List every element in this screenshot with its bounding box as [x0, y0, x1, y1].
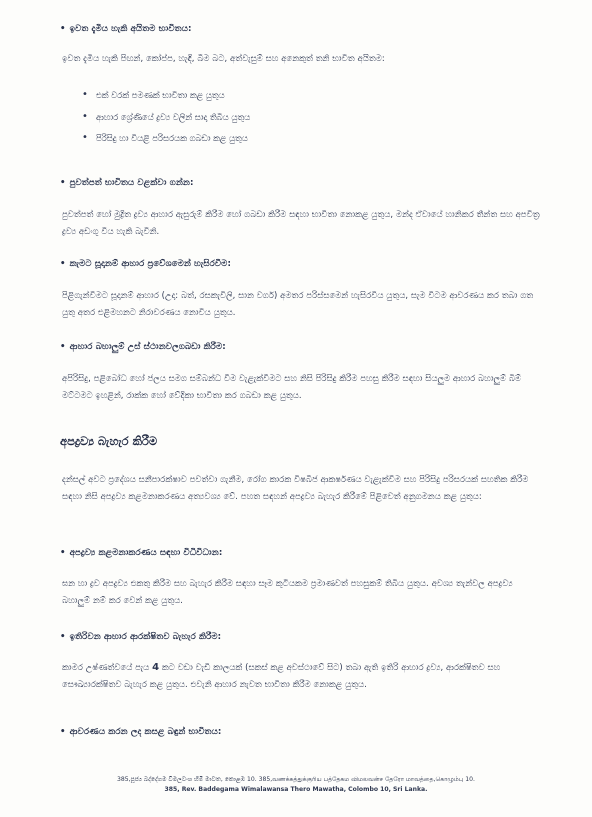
- footer-line-english: 385, Rev. Baddegama Wimalawansa Thero Mawatha, Colombo 10, Sri Lanka.: [164, 785, 428, 793]
- list-item: • පිරිසිදු හා වියළි පරිසරයක ගබඩා කළ යුතුය: [82, 132, 248, 143]
- paragraph-avoid-newspaper: පුවත්පත් හෝ මුද්‍රිත ද්‍රව්‍ය ආහාර ඇසුරුම් කිරීම හෝ ගබඩා කිරීම සඳහා භාවිතා නොකළ යුතුය, මන්ද ඒවායේ හානිකර තීන්ත සහ අපවිත්‍ර ද්‍රව්‍ය අඩංගු විය හැකි බැවිනි.: [62, 209, 540, 236]
- heading-covered-bins: • ආවරණය කරන ලද කසළ බඳුන් භාවිතය:: [60, 727, 222, 737]
- heading-leftover-food: • ඉතිරිවන ආහාර ආරක්ෂිතව බැහැර කිරීම:: [60, 632, 222, 642]
- heading-waste-management: • අපද්‍රව්‍ය කළමනාකරණය සඳහා විධිවිධාන:: [60, 548, 223, 558]
- section-title-waste-disposal: අපද්‍රව්‍ය බැහැර කිරීම: [60, 434, 158, 448]
- list-item: • ආහාර ශ්‍රේණියේ ද්‍රව්‍ය වලින් සාදා තිබිය යුතුය: [82, 110, 251, 122]
- footer-address: [0, 775, 592, 794]
- paragraph-waste-management: ඝන හා ද්‍රව අපද්‍රව්‍ය එකතු කිරීම සහ බැහැර කිරීම සඳහා සෑම කුටියකම ප්‍රමාණවත් පහසුකම් තිබිය යුතුය. අවශ්‍ය තැන්වල අපද්‍රව්‍ය බහාලුම් නම් කර වෙන් කළ යුතුය.: [62, 578, 513, 605]
- paragraph-waste-intro: දන්සල් අවට ප්‍රදේශය සනීපාරක්ෂාව පවත්වා ගැනීම, රෝග කාරක විෂබීජ ආකර්ෂණය වැළැක්වීම සහ පිරිසිදු පරිසරයක් සහතික කිරීම සඳහා නිසි අපද්‍රව්‍ය කළමනාකරණය අත්‍යවශ්‍ය වේ. පහත සඳහන් අපද්‍රව්‍ය බැහැර කිරීමේ පිළිවෙත් අනුගමනය කළ යුතුය:: [62, 474, 529, 501]
- list-item: • එක් වරක් පමණක් භාවිතා කළ යුතුය: [82, 89, 225, 100]
- paragraph-elevated-storage: අපිරිසිදු, පළිබෝධ හෝ ජලය සමග සම්බන්ධ වීම වැළැක්වීමට සහ නිසි පිරිසිදු කිරීම පහසු කිරීම සඳහා සියලුම ආහාර බහාලුම් බිම් මට්ටමට ඉහළින්, රාක්ක හෝ වේදිකා භාවිතා කර ගබඩා කළ යුතුය.: [62, 373, 522, 400]
- heading-ready-food: • කැමට සූදානම් ආහාර ප්‍රවේශමෙන් හැසිරවීම:: [60, 259, 231, 269]
- heading-avoid-newspaper: • පුවත්පත් භාවිතය වළක්වා ගන්න:: [60, 178, 194, 188]
- bullet-list: [82, 88, 522, 153]
- hours-number: 4: [152, 662, 160, 673]
- paragraph-disposable-items: ඉවත දැමිය හැකි පිඟන්, කෝප්ප, හැඳි, බීම බට, අත්වැසුම් සහ අනෙකුත් තනි භාවිත අයිතම:: [62, 53, 385, 63]
- footer-line-local: 385,පූජ්‍ය බද්දේගම විමලවංශ හිමි මාවත, කොළඹ 10. 385,வணக்கத்துக்குரிய பத்தேகம விமலவன்ச தேரோ மாவத்தை,கொழும்பு 10.: [117, 776, 475, 783]
- heading-disposable-items: • ඉවත දැමිය හැකි අයිතම භාවිතය:: [60, 24, 192, 34]
- paragraph-ready-food: පිළිගැන්වීමට සූදානම් ආහාර (උදා: බත්, රසකැවිලි, සාන වර්ග) අමතර පරිස්සමෙන් හැසිරවිය යුතුය, සැම විටම ආවරණය කර තබා ගත යුතු අතර එළිමහනට නිරාවරණය නොවිය යුතුය.: [62, 290, 534, 317]
- heading-elevated-storage: • ආහාර බහාලුම් උස් ස්ථානවලගබඩා කිරීම:: [60, 342, 226, 352]
- paragraph-leftover-food: කාමර උෂ්ණත්වයේ පැය 4 කට වඩා වැඩි කාලයක් (සකස් කළ අවස්ථාවේ සිට) තබා ඇති ඉතිරි ආහාර ද්‍රව්‍ය, ආරක්ෂිතව සහ සෞඛ්‍යාරක්ෂිතව බැහැර කළ යුතුය. එවැනි ආහාර නැවත භාවිතා කිරීම නොකළ යුතුය.: [62, 662, 501, 689]
